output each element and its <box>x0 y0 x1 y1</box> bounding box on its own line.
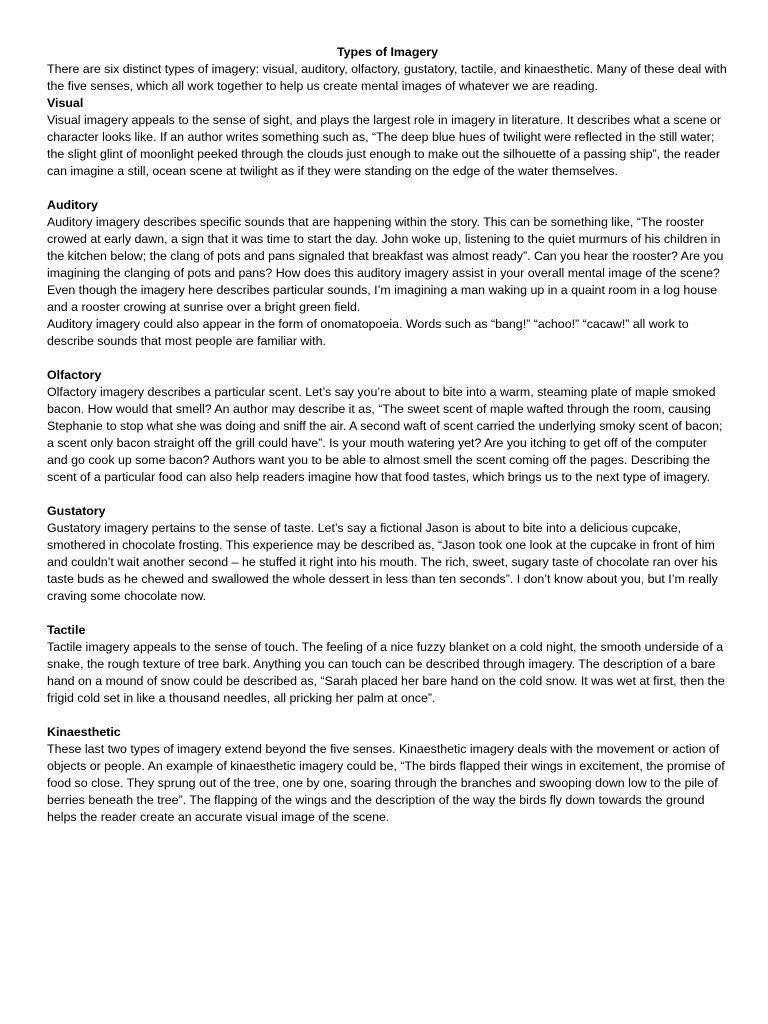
section-heading: Auditory <box>47 198 98 212</box>
section-heading: Olfactory <box>47 368 102 382</box>
section-paragraph: Gustatory imagery pertains to the sense of taste. Let’s say a fictional Jason is about to bite into a delicious cupcake, smothered in chocolate frosting. This experience may be described as, “Jason took one look at the cupcake in front of him and couldn’t wait another second – he stuffed it right into his mouth. The rich, sweet, sugary taste of chocolate ran over his taste buds as he chewed and swallowed the whole dessert in less than ten seconds”. I don’t know about you, but I’m really craving some chocolate now. <box>47 521 718 603</box>
document-title: Types of Imagery <box>337 45 438 59</box>
section-paragraph: Visual imagery appeals to the sense of sight, and plays the largest role in imagery in literature. It describes what a scene or character looks like. If an author writes something such as, “The deep blue hues of twilight were reflected in the still water; the slight glint of moonlight peeked through the clouds just enough to make out the silhouette of a passing ship”, the reader can imagine a still, ocean scene at twilight as if they were standing on the edge of the water themselves. <box>47 113 722 178</box>
section-gustatory <box>47 503 728 605</box>
section-heading: Visual <box>47 96 84 110</box>
section-olfactory <box>47 367 728 486</box>
section-tactile <box>47 622 728 707</box>
section-heading: Tactile <box>47 623 86 637</box>
section-paragraph: Auditory imagery describes specific sounds that are happening within the story. This can be something like, “The rooster crowed at early dawn, a sign that it was time to start the day. John woke up, listening to the quiet murmurs of his children in the kitchen below; the clang of pots and pans signaled that breakfast was almost ready”. Can you hear the rooster? Are you imagining the clanging of pots and pans? How does this auditory imagery assist in your overall mental image of the scene? Even though the imagery here describes particular sounds, I’m imagining a man waking up in a quaint room in a log house and a rooster crowing at sunrise over a bright green field. <box>47 215 724 314</box>
section-paragraph: Tactile imagery appeals to the sense of touch. The feeling of a nice fuzzy blanket on a cold night, the smooth underside of a snake, the rough texture of tree bark. Anything you can touch can be described through imagery. The description of a bare hand on a mound of snow could be described as, “Sarah placed her bare hand on the cold snow. It was wet at first, then the frigid cold set in like a thousand needles, all pricking her palm at once”. <box>47 640 725 705</box>
section-paragraph: Olfactory imagery describes a particular scent. Let’s say you’re about to bite into a warm, steaming plate of maple smoked bacon. How would that smell? An author may describe it as, “The sweet scent of maple wafted through the room, causing Stephanie to stop what she was doing and sniff the air. A second waft of scent carried the underlying smoky scent of bacon; a scent only bacon straight off the grill could have”. Is your mouth watering yet? Are you itching to get off of the computer and go cook up some bacon? Authors want you to be able to almost smell the scent coming off the pages. Describing the scent of a particular food can also help readers imagine how that food tastes, which brings us to the next type of imagery. <box>47 385 723 484</box>
section-heading: Gustatory <box>47 504 106 518</box>
section-visual <box>47 95 728 180</box>
section-kinaesthetic <box>47 724 728 826</box>
intro-paragraph: There are six distinct types of imagery: visual, auditory, olfactory, gustatory, tactile, and kinaesthetic. Many of these deal with the five senses, which all work together to help us create mental images of whatever we are reading. <box>47 62 727 93</box>
section-auditory <box>47 197 728 350</box>
section-heading: Kinaesthetic <box>47 725 121 739</box>
section-paragraph: Auditory imagery could also appear in the form of onomatopoeia. Words such as “bang!” “achoo!” “cacaw!” all work to describe sounds that most people are familiar with. <box>47 317 689 348</box>
section-paragraph: These last two types of imagery extend beyond the five senses. Kinaesthetic imagery deals with the movement or action of objects or people. An example of kinaesthetic imagery could be, “The birds flapped their wings in excitement, the promise of food so close. They sprung out of the tree, one by one, soaring through the branches and swooping down low to the pile of berries beneath the tree”. The flapping of the wings and the description of the way the birds fly down towards the ground helps the reader create an accurate visual image of the scene. <box>47 742 725 824</box>
